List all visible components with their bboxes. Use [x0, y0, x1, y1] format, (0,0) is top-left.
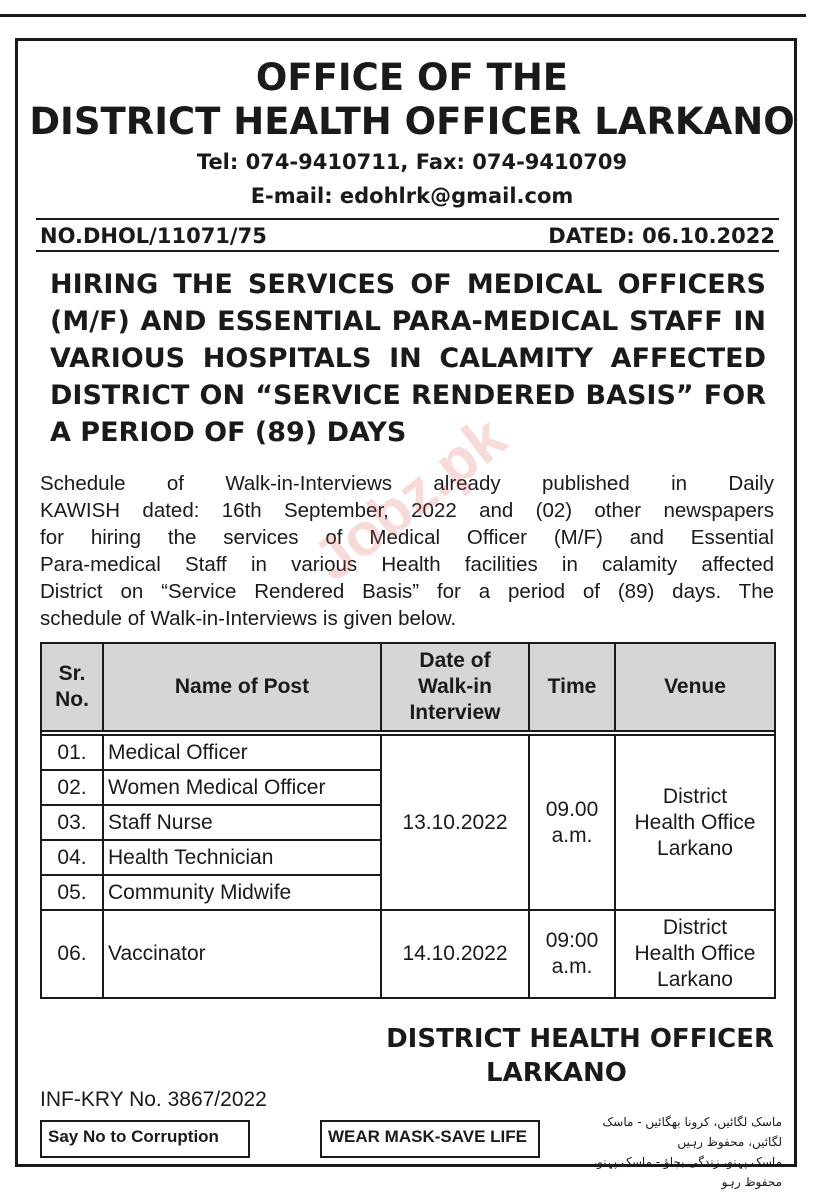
paragraph-line: Para-medical Staff in various Health facilities in calamity affected — [40, 553, 774, 576]
urdu-slogan: ماسک لگائیں، کرونا بھگائیں - ماسک لگائیں، محفوظ رہیں ماسک پہنو، زندگی بچاؤ - ماسک پہنو، محفوظ رہو — [593, 1115, 782, 1189]
corruption-slogan: Say No to Corruption — [40, 1120, 250, 1158]
row-sr: 01. — [41, 735, 103, 770]
row-sr: 04. — [41, 840, 103, 875]
group1-time: 09.00 a.m. — [529, 735, 615, 910]
group2-venue: District Health Office Larkano — [615, 910, 775, 998]
heading-line: DISTRICT ON “SERVICE RENDERED BASIS” FOR — [50, 380, 766, 411]
row-post: Community Midwife — [103, 875, 381, 910]
watermark: Jobz.pk — [300, 403, 518, 594]
header-date: Date of Walk-in Interview — [381, 643, 529, 731]
tel-fax: Tel: 074-9410711, Fax: 074-9410709 — [196, 150, 628, 174]
group2-time: 09:00 a.m. — [529, 910, 615, 998]
row-post: Staff Nurse — [103, 805, 381, 840]
row-post: Vaccinator — [103, 910, 381, 998]
heading-line: VARIOUS HOSPITALS IN CALAMITY AFFECTED — [50, 343, 766, 374]
group1-date: 13.10.2022 — [381, 735, 529, 910]
interview-schedule-table — [40, 642, 776, 999]
paragraph-line: District on “Service Rendered Basis” for a period of (89) days. The — [40, 580, 774, 603]
heading-last-line: A PERIOD OF (89) DAYS — [50, 417, 407, 448]
paragraph-line: Schedule of Walk-in-Interviews already published in Daily — [40, 472, 774, 495]
row-post: Medical Officer — [103, 735, 381, 770]
table-row — [41, 910, 775, 998]
header-post: Name of Post — [103, 643, 381, 731]
group2-date: 14.10.2022 — [381, 910, 529, 998]
mask-slogan: WEAR MASK-SAVE LIFE — [320, 1120, 540, 1158]
row-sr: 03. — [41, 805, 103, 840]
office-title-line2: DISTRICT HEALTH OFFICER LARKANO — [29, 100, 795, 143]
signature-title: DISTRICT HEALTH OFFICER — [386, 1024, 774, 1054]
office-title-line1: OFFICE OF THE — [255, 56, 569, 99]
row-post: Health Technician — [103, 840, 381, 875]
header-sr: Sr. No. — [41, 643, 103, 731]
email: E-mail: edohlrk@gmail.com — [250, 184, 574, 208]
heading-line: HIRING THE SERVICES OF MEDICAL OFFICERS — [50, 269, 766, 300]
group1-venue: District Health Office Larkano — [615, 735, 775, 910]
signature-city: LARKANO — [486, 1058, 627, 1088]
header-time: Time — [529, 643, 615, 731]
heading-line: (M/F) AND ESSENTIAL PARA-MEDICAL STAFF IN — [50, 306, 766, 337]
row-sr: 06. — [41, 910, 103, 998]
reference-date: DATED: 06.10.2022 — [548, 224, 775, 248]
top-rule — [0, 14, 806, 17]
reference-number: NO.DHOL/11071/75 — [40, 224, 267, 248]
row-post: Women Medical Officer — [103, 770, 381, 805]
inf-number: INF-KRY No. 3867/2022 — [40, 1088, 267, 1111]
row-sr: 02. — [41, 770, 103, 805]
paragraph-line: schedule of Walk-in-Interviews is given below. — [40, 607, 457, 630]
table-header-row — [41, 643, 775, 731]
paragraph-line: for hiring the services of Medical Officer (M/F) and Essential — [40, 526, 774, 549]
header-venue: Venue — [615, 643, 775, 731]
table-row — [41, 735, 775, 770]
paragraph-line: KAWISH dated: 16th September, 2022 and (02) other newspapers — [40, 499, 774, 522]
advert-heading — [50, 266, 766, 414]
reference-bar — [36, 218, 779, 252]
row-sr: 05. — [41, 875, 103, 910]
